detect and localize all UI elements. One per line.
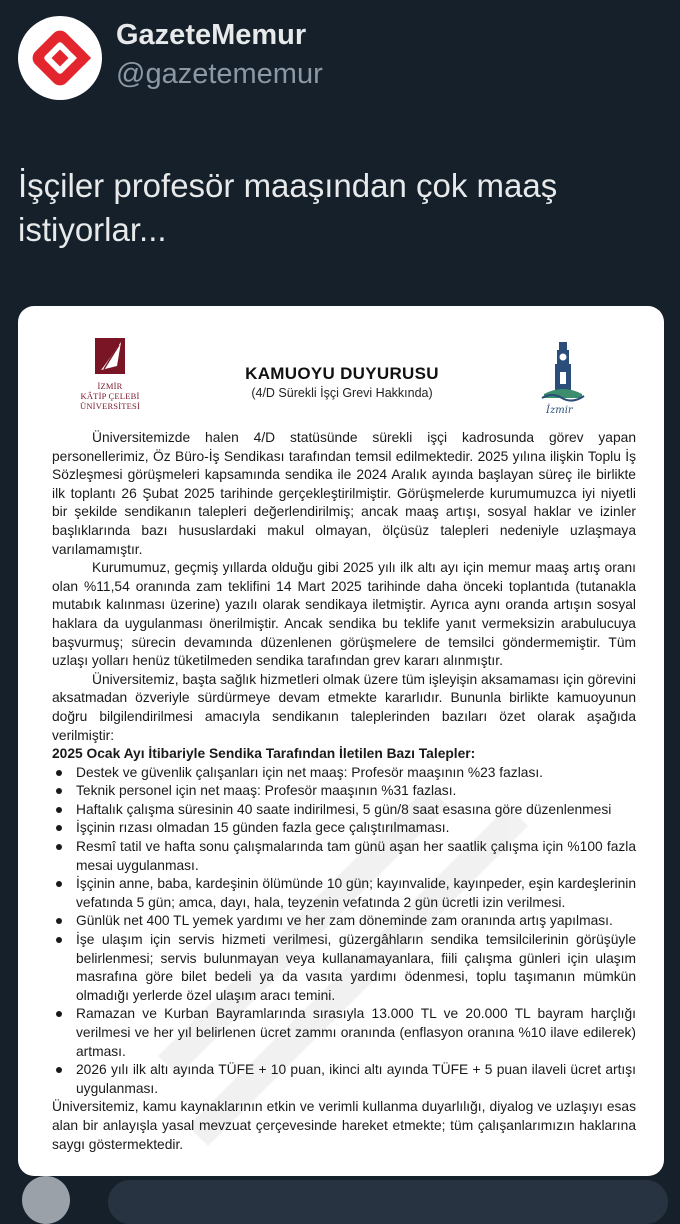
document-title-block [158, 364, 526, 400]
university-name-line-1: İZMİR [97, 381, 123, 391]
university-emblem-icon [93, 336, 127, 376]
profile-avatar[interactable] [18, 16, 102, 100]
document-title: KAMUOYU DUYURUSU [245, 364, 439, 383]
reply-bar [0, 1176, 680, 1200]
demands-list [52, 764, 636, 1099]
document-body [52, 429, 636, 1154]
demands-heading: 2025 Ocak Ayı İtibariyle Sendika Tarafından İletilen Bazı Talepler: [52, 746, 476, 762]
demand-item: Haftalık çalışma süresinin 40 saate indirilmesi, 5 gün/8 saat esasına göre düzenlenmesi [76, 801, 636, 820]
document-header [18, 306, 664, 426]
demand-item: İşçinin rızası olmadan 15 günden fazla gece çalıştırılmaması. [76, 819, 636, 838]
demand-item: Resmî tatil ve hafta sonu çalışmalarında tam günü aşan her saatlik çalışma için %100 fazla mesai uygulanması. [76, 838, 636, 875]
city-logo-text: İzmir [546, 405, 573, 416]
university-name-line-2: KÂTİP ÇELEBİ [80, 391, 140, 401]
demand-item: İşe ulaşım için servis hizmeti verilmesi, güzergâhların sendika temsilcilerinin görüşüyle belirlenmesi; servis bulunmayan veya kullanamayanlara, fiili çalışma günleri için ulaşım masrafına göre bilet bedeli ya da vasıta yardımı ödenmesi, toplu taşımanın mümkün olmadığı yerlerde özel ulaşım aracı temini. [76, 931, 636, 1005]
izmir-clock-tower-logo [540, 338, 586, 416]
gazetememur-logo-icon [25, 23, 95, 93]
tweet-media-image[interactable] [18, 306, 664, 1176]
display-name[interactable]: GazeteMemur [116, 19, 307, 51]
demand-item: Destek ve güvenlik çalışanları için net maaş: Profesör maaşının %23 fazlası. [76, 764, 636, 783]
clock-tower-icon [540, 338, 586, 412]
document-subtitle: (4/D Sürekli İşçi Grevi Hakkında) [251, 386, 433, 400]
demand-item: Günlük net 400 TL yemek yardımı ve her zam döneminde zam oranında artış yapılması. [76, 912, 636, 931]
current-user-avatar[interactable] [22, 1176, 70, 1224]
tweet-header [18, 14, 658, 104]
tweet-text: İşçiler profesör maaşından çok maaş istiyorlar... [18, 167, 558, 248]
university-logo [80, 336, 140, 411]
reply-input[interactable] [108, 1180, 668, 1224]
demand-item: İşçinin anne, baba, kardeşinin ölümünde 10 gün; kayınvalide, kayınpeder, eşin kardeşlerinin vefatında 5 gün; amca, dayı, hala, teyzenin vefatında 2 gün ücretli izin verilmesi. [76, 875, 636, 912]
user-handle[interactable]: @gazetememur [116, 58, 323, 90]
paragraph-3: Üniversitemiz, başta sağlık hizmetleri olmak üzere tüm işleyişin aksamaması için görevini aksatmadan özveriyle sürdürmeye devam etmekte kararlıdır. Bununla birlikte kamuoyunun doğru bilgilendirilmesi amacıyla sendikanın taleplerinden bazıları özet olarak aşağıda verilmiştir: [52, 671, 636, 743]
demand-item: Teknik personel için net maaş: Profesör maaşının %31 fazlası. [76, 782, 636, 801]
demand-item: 2026 yılı ilk altı ayında TÜFE + 10 puan, ikinci altı ayında TÜFE + 5 puan ilaveli ücret artışı uygulanması. [76, 1061, 636, 1098]
university-name-line-3: ÜNİVERSİTESİ [80, 401, 141, 411]
demand-item: Ramazan ve Kurban Bayramlarında sırasıyla 13.000 TL ve 20.000 TL bayram harçlığı verilmesi ve her yıl belirlenen ücret zammı oranında (enflasyon oranına %10 ilave edilerek) artması. [76, 1005, 636, 1061]
closing-paragraph: Üniversitemiz, kamu kaynaklarının etkin ve verimli kullanma duyarlılığı, diyalog ve uzlaşıyı esas alan bir anlayışla yasal mevzuat çerçevesinde hareket etmekte; tüm çalışanlarımızın haklarına saygı göstermektedir. [52, 1099, 636, 1152]
paragraph-1: Üniversitemizde halen 4/D statüsünde sürekli işçi kadrosunda görev yapan personellerimiz, Öz Büro-İş Sendikası tarafından temsil edilmektedir. 2025 yılına ilişkin Toplu İş Sözleşmesi görüşmeleri kapsamında sendika ile 2024 Aralık ayında başlayan süreç ile birlikte ilk toplantı 26 Şubat 2025 tarihinde gerçekleştirilmiştir. Görüşmelerde kurumumuzca iyi niyetli bir şekilde sendikanın talepleri değerlendirilmiş; ancak maaş artışı, sosyal haklar ve izinler başlıklarında bazı hususlardaki makul olmayan, ölçüsüz talepleri nedeniyle uzlaşmaya varılamamıştır. [52, 430, 636, 557]
paragraph-2: Kurumumuz, geçmiş yıllarda olduğu gibi 2025 yılı ilk altı ayı için memur maaş artış oranı olan %11,54 oranında zam teklifini 14 Mart 2025 tarihinde daha önceki toplantıda (tutanakla mutabık kalınması üzerine) yazılı olarak sendikaya iletmiştir. Ayrıca aynı oranda artışın sosyal haklara da uygulanması önerilmiştir. Ancak sendika bu teklife yanıt vermeksizin arabulucuya başvurmuş; sürecin devamında düzenlenen görüşmelere de temsilci göndermemiştir. Tüm uzlaşı yolları henüz tüketilmeden sendika tarafından grev kararı alınmıştır. [52, 560, 636, 669]
